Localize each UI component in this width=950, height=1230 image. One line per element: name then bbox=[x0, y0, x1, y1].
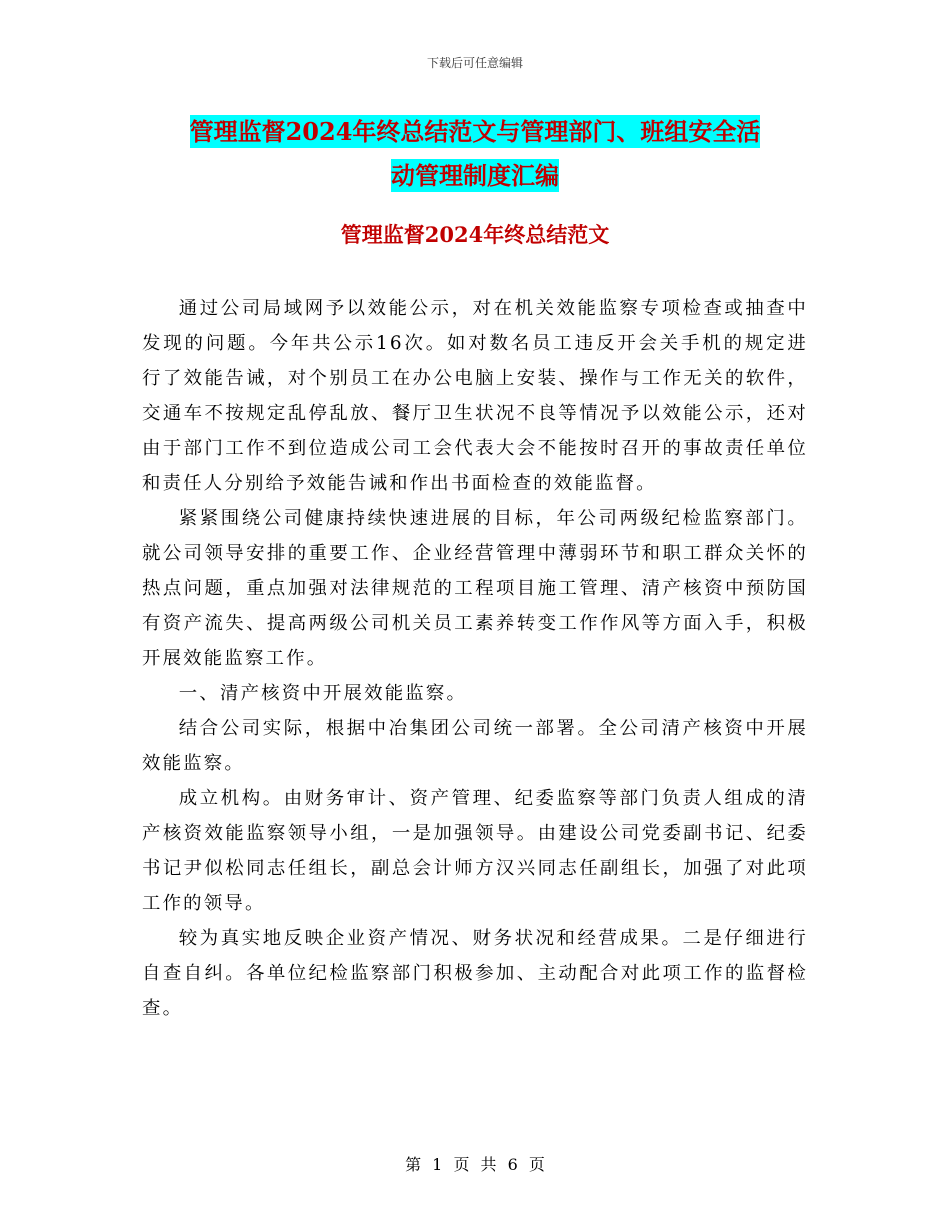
document-title-line-2: 动管理制度汇编 bbox=[391, 161, 559, 190]
paragraph: 较为真实地反映企业资产情况、财务状况和经营成果。二是仔细进行自查自纠。各单位纪检监察部门积极参加、主动配合对此项工作的监督检查。 bbox=[142, 928, 808, 1019]
paragraph: 通过公司局域网予以效能公示，对在机关效能监察专项检查或抽查中发现的问题。今年共公示16次。如对数名员工违反开会关手机的规定进行了效能告诫，对个别员工在办公电脑上安装、操作与工作无关的软件，交通车不按规定乱停乱放、餐厅卫生状况不良等情况予以效能公示，还对由于部门工作不到位造成公司工会代表大会不能按时召开的事故责任单位和责任人分别给予效能告诫和作出书面检查的效能监督。 bbox=[142, 298, 808, 494]
document-title bbox=[142, 110, 808, 198]
document-body bbox=[142, 291, 808, 1026]
paragraph: 紧紧围绕公司健康持续快速进展的目标，年公司两级纪检监察部门。就公司领导安排的重要工作、企业经营管理中薄弱环节和职工群众关怀的热点问题，重点加强对法律规范的工程项目施工管理、清产核资中预防国有资产流失、提高两级公司机关员工素养转变工作作风等方面入手，积极开展效能监察工作。 bbox=[142, 508, 808, 669]
section-title: 管理监督2024年终总结范文 bbox=[340, 222, 610, 247]
page-header: 下载后可任意编辑 bbox=[426, 56, 523, 70]
paragraph: 成立机构。由财务审计、资产管理、纪委监察等部门负责人组成的清产核资效能监察领导小组，一是加强领导。由建设公司党委副书记、纪委书记尹似松同志任组长，副总会计师方汉兴同志任副组长，加强了对此项工作的领导。 bbox=[142, 788, 808, 914]
paragraph: 一、清产核资中开展效能监察。 bbox=[178, 683, 468, 704]
page-footer: 第 1 页 共 6 页 bbox=[405, 1155, 545, 1174]
paragraph: 结合公司实际，根据中冶集团公司统一部署。全公司清产核资中开展效能监察。 bbox=[142, 718, 808, 774]
document-title-line-1: 管理监督2024年终总结范文与管理部门、班组安全活 bbox=[189, 117, 761, 146]
